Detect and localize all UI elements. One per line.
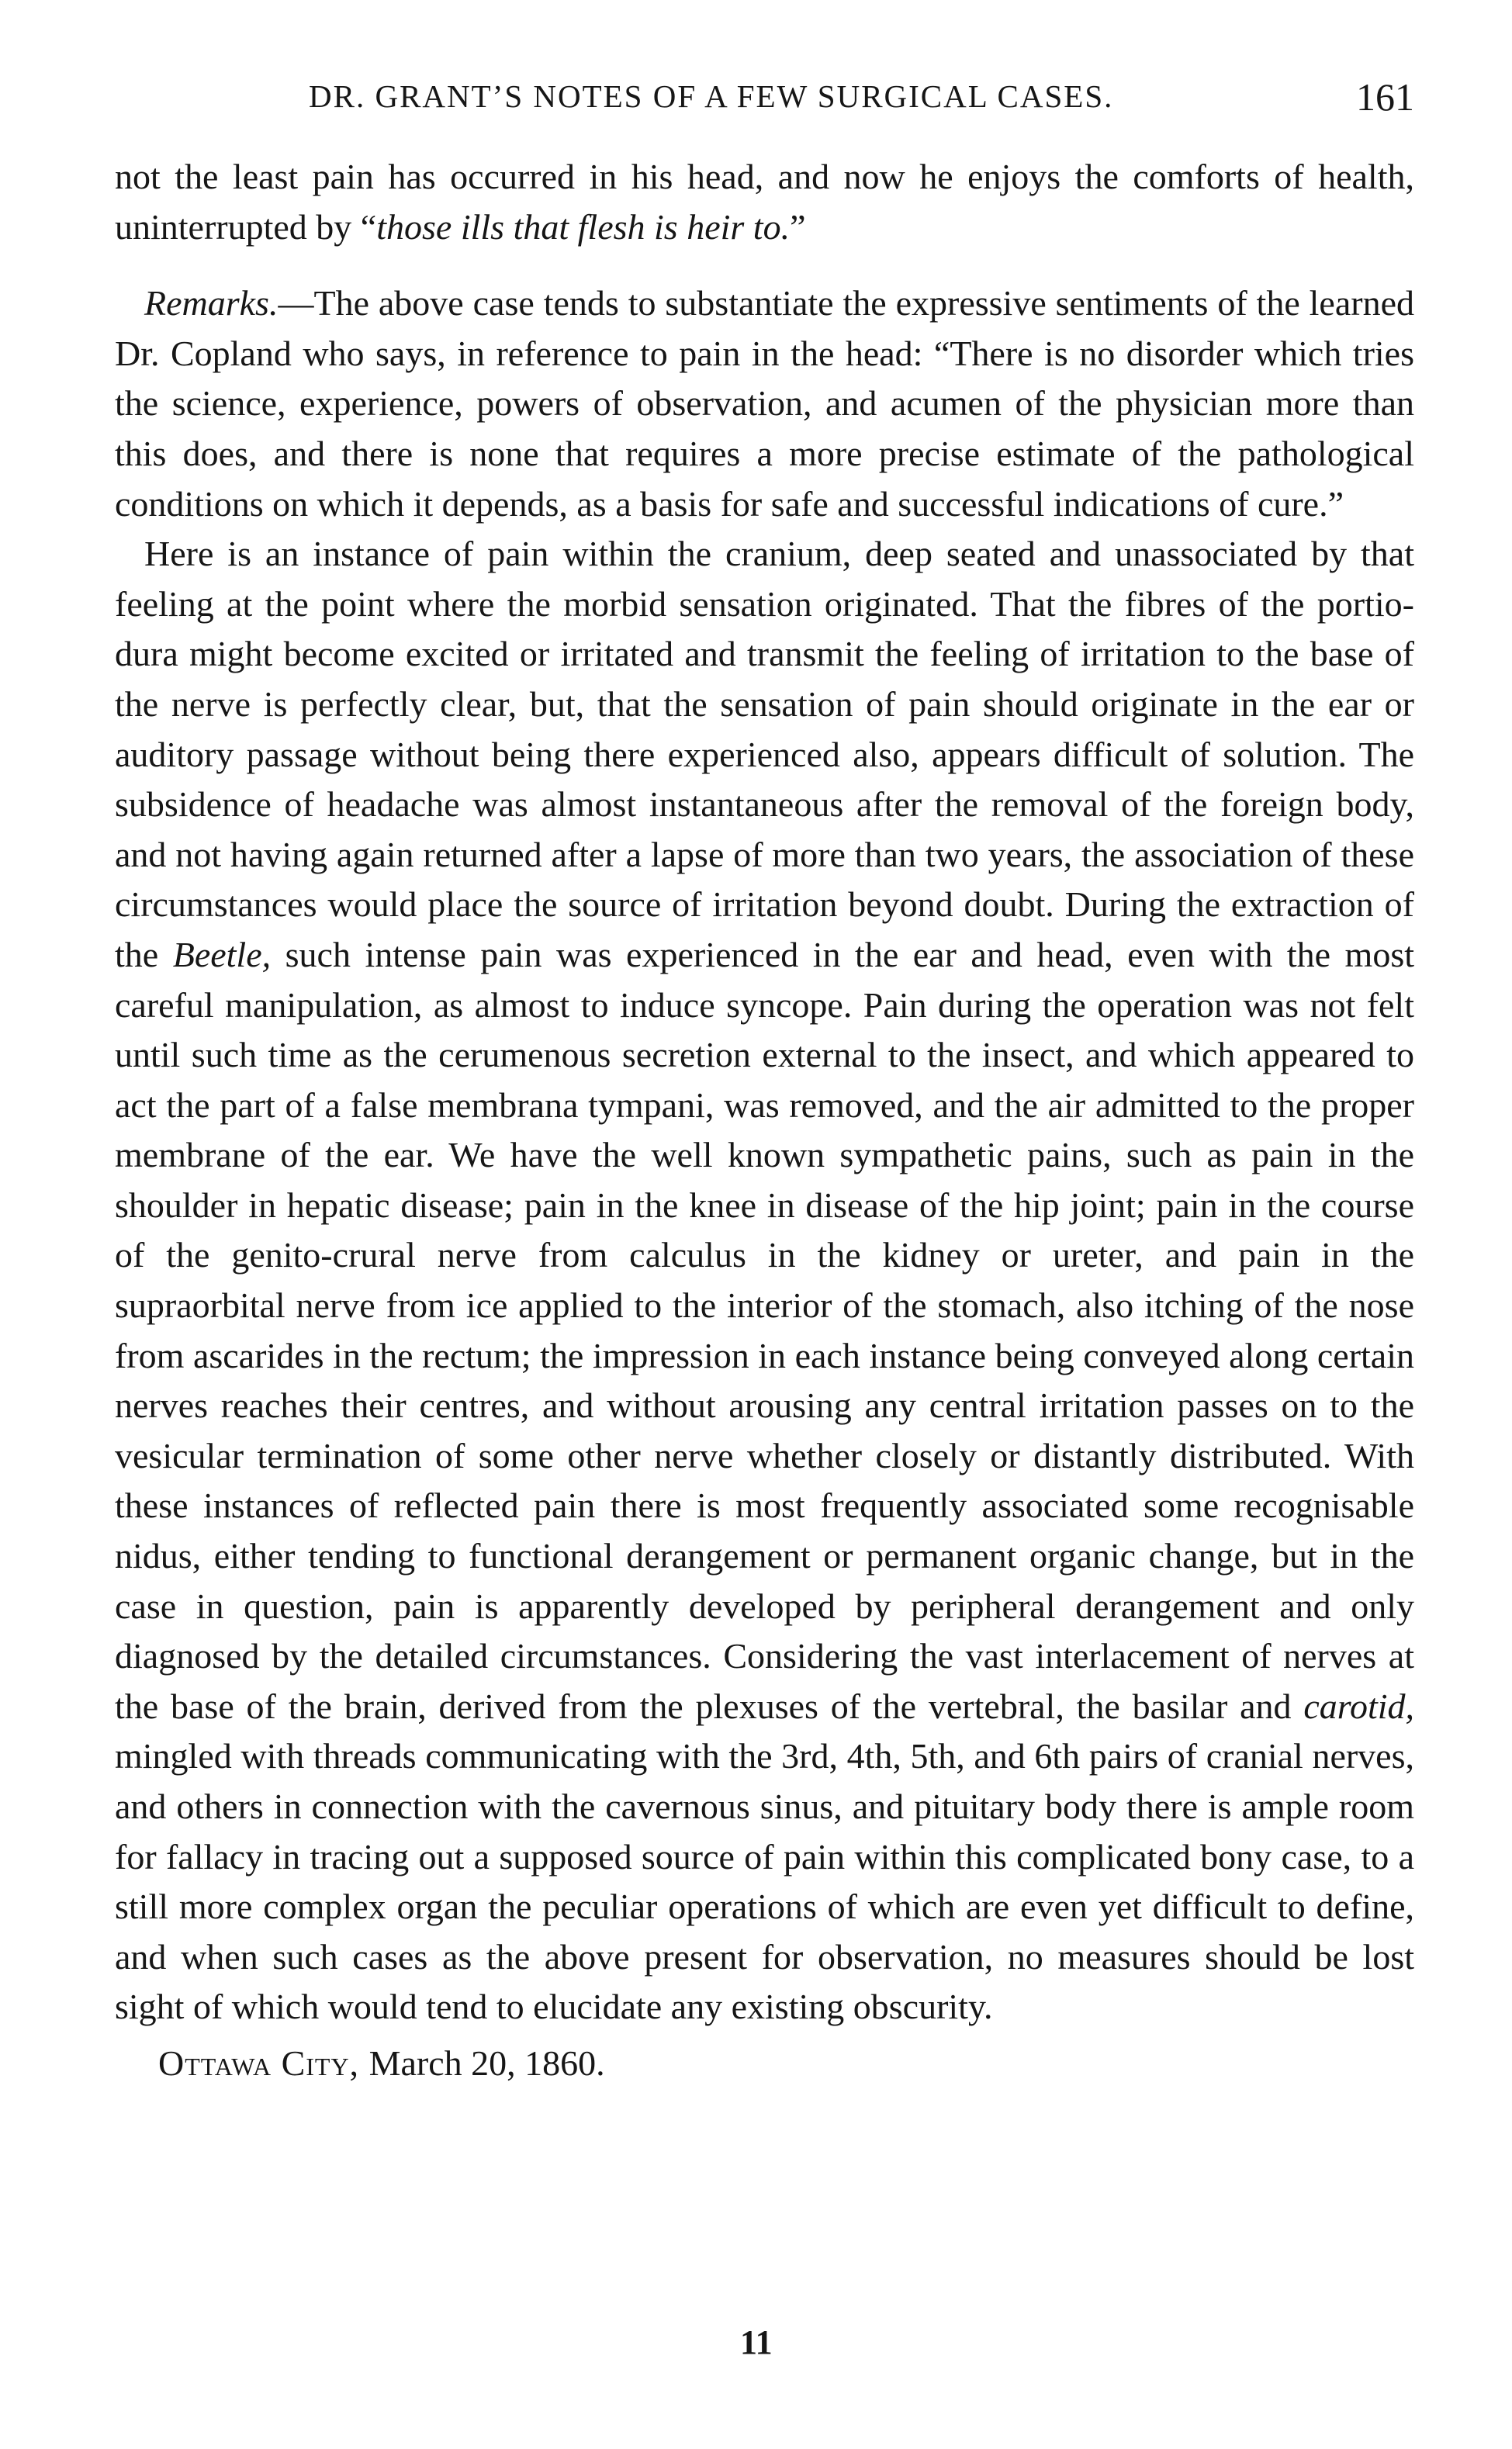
paragraph-continuation xyxy=(115,152,1414,252)
page-number: 161 xyxy=(1356,75,1414,119)
running-head: DR. GRANT’S NOTES OF A FEW SURGICAL CASES. xyxy=(309,78,1114,114)
body-text xyxy=(115,152,1414,2089)
discussion-text-3: mingled with threads communicating with the 3rd, 4th, 5th, and 6th pairs of cranial nerves, and others in connection with the cavernous sinus, and pituitary body there is ample room for fallacy in tracing out a supposed source of pain within this complicated bony case, to a still more complex organ the peculiar operations of which are even yet difficult to define, and when such cases as the above present for observation, no measures should be lost sight of which would tend to elucidate any existing obscurity. xyxy=(115,1736,1414,2027)
beetle-italic: Beetle, xyxy=(172,934,272,974)
quotation-italic: those ills that flesh is heir to. xyxy=(376,206,791,247)
remarks-heading: Remarks. xyxy=(144,283,279,323)
closing-quote: ” xyxy=(790,206,806,247)
signature-mark: 11 xyxy=(740,2323,773,2361)
discussion-text-1: Here is an instance of pain within the cranium, deep seated and unassociated by that feeling at the point where the morbid sensation originated. That the fibres of the portio-dura might become excited or irritated and transmit the feeling of irritation to the base of the nerve is perfectly clear, but, that the sensation of pain should originate in the ear or auditory passage without being there experienced also, appears difficult of solution. The subsidence of headache was almost instantaneous after the removal of the foreign body, and not having again returned after a lapse of more than two years, the association of these circumstances would place the source of irritation beyond doubt. During the extraction of the xyxy=(115,534,1414,974)
discussion-text-2: such intense pain was experienced in the ear and head, even with the most careful manipulation, as almost to induce syncope. Pain during the operation was not felt until such time as the cerumenous secretion external to the insect, and which appeared to act the part of a false membrana tympani, was removed, and the air admitted to the proper membrane of the ear. We have the well known sympathetic pains, such as pain in the shoulder in hepatic disease; pain in the knee in disease of the hip joint; pain in the course of the genito-crural nerve from calculus in the kidney or ureter, and pain in the supraorbital nerve from ice applied to the interior of the stomach, also itching of the nose from ascarides in the rectum; the impression in each instance being conveyed along certain nerves reaches their centres, and without arousing any central irritation passes on to the vesicular termination of some other nerve whether closely or distantly distributed. With these instances of reflected pain there is most frequently associated some recognisable nidus, either tending to functional derangement or permanent organic change, but in the case in question, pain is apparently developed by peripheral derangement and only diagnosed by the detailed circumstances. Considering the vast interlacement of nerves at the base of the brain, derived from the plexuses of the vertebral, the basilar and xyxy=(115,934,1415,1726)
place: Ottawa City, xyxy=(158,2043,360,2083)
discussion-paragraph xyxy=(115,529,1414,2032)
carotid-italic: carotid, xyxy=(1303,1686,1414,1726)
paragraph-1-text: not the least pain has occurred in his head, and now he enjoys the comforts of health, uninterrupted by “ xyxy=(115,157,1414,247)
place-date-line xyxy=(115,2039,1414,2089)
page-header xyxy=(115,74,1414,124)
remarks-text: —The above case tends to substantiate the expressive sentiments of the learned Dr. Copland who says, in reference to pain in the head: “There is no disorder which tries the science, experience, powers of observation, and acumen of the physician more than this does, and there is none that requires a more precise estimate of the pathological conditions on which it depends, as a basis for safe and successful indications of cure.” xyxy=(115,283,1414,524)
remarks-paragraph xyxy=(115,278,1414,529)
date: March 20, 1860. xyxy=(368,2043,605,2083)
